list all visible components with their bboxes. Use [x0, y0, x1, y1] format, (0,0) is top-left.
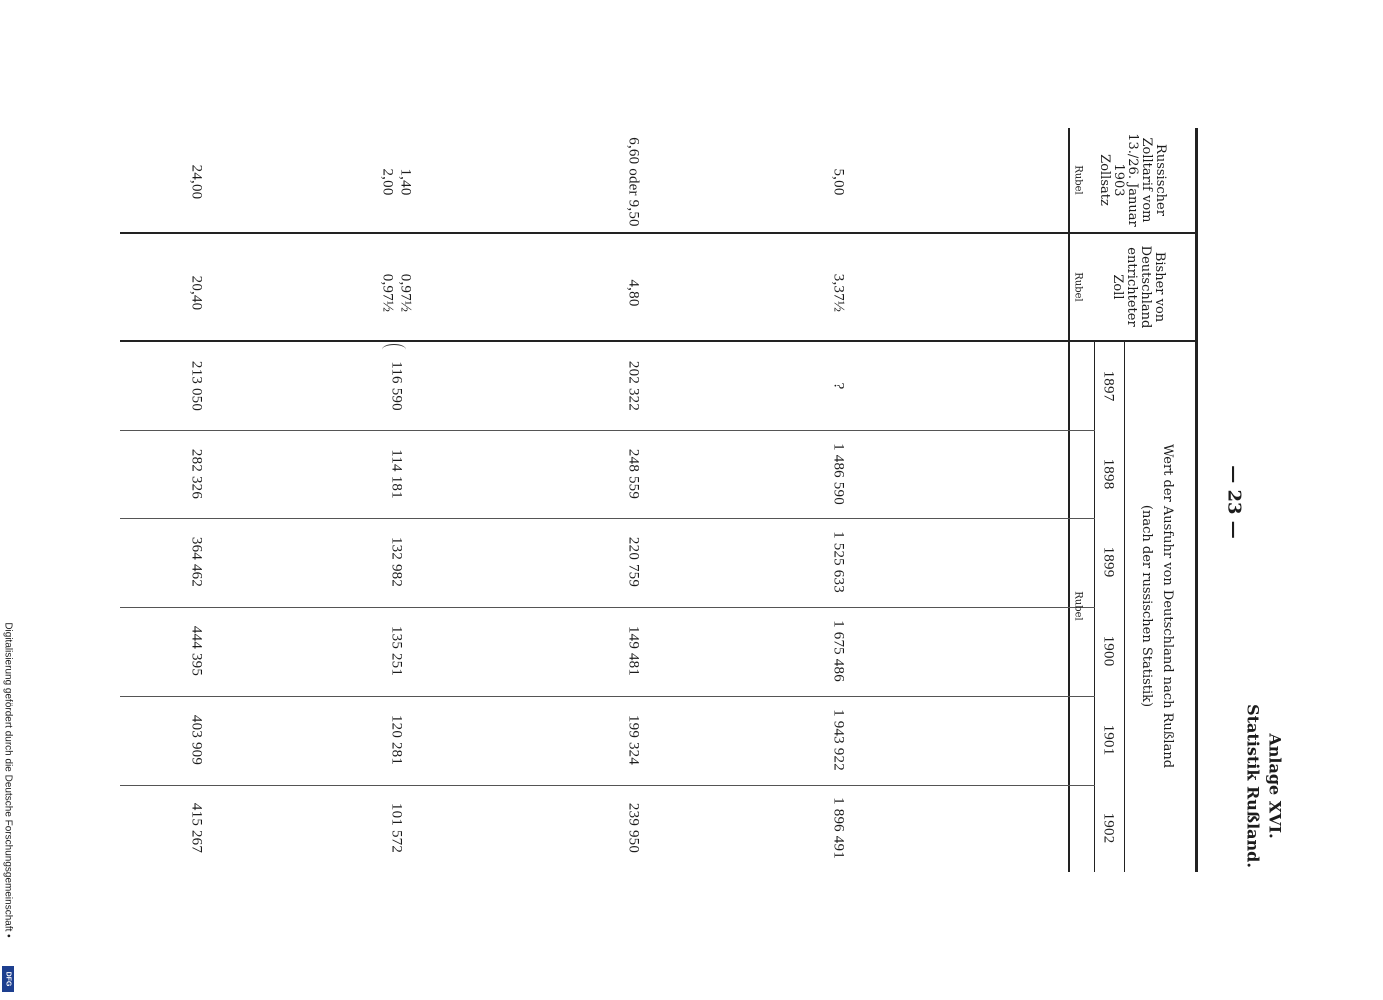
table-cell-1898: 1 486 590 — [830, 443, 847, 505]
header-value-subtitle: (nach der russischen Statistik) — [1139, 504, 1154, 708]
brace-glyph — [382, 344, 406, 355]
table-cell-1901: 120 281 — [388, 714, 405, 766]
header-tariff: Russischer Zolltarif vom 13./26. Januar 1903 Zollsatz — [1097, 133, 1168, 227]
table-cell-1900: 1 675 486 — [830, 620, 847, 682]
table-cell-1898: 114 181 — [388, 449, 405, 499]
table-cell-1898: 248 559 — [625, 448, 642, 500]
table-cell-1898: 282 326 — [188, 448, 205, 500]
table-cell-1902: 415 267 — [188, 802, 205, 854]
column-rule-tariff — [120, 232, 1196, 234]
year-header-1898: 1898 — [1100, 458, 1117, 490]
table-cell-tariff: 5,00 — [830, 168, 847, 196]
table-top-rule — [1195, 128, 1198, 872]
table-cell-previous-a: 0,97½ — [397, 273, 414, 313]
header-tariff-unit: Rubel — [1072, 165, 1084, 195]
table-cell-1901: 1 943 922 — [830, 709, 847, 771]
table-cell-1901: 403 909 — [188, 714, 205, 766]
table-cell-1897: ? — [830, 382, 847, 390]
table-cell-1900: 135 251 — [388, 625, 405, 677]
header-value-unit: Rubel — [1072, 591, 1084, 621]
digitization-notice: Digitalisierung gefördert durch die Deutsche Forschungsgemeinschaft • — [2, 622, 14, 938]
column-rule-1898 — [120, 430, 1095, 431]
annex-title: Anlage XVI. — [1265, 733, 1285, 839]
column-rule-1899 — [120, 518, 1095, 519]
table-cell-1902: 1 896 491 — [830, 797, 847, 859]
table-cell-tariff: 6,60 oder 9,50 — [625, 137, 642, 227]
year-header-1901: 1901 — [1100, 724, 1117, 756]
table-cell-1899: 1 525 633 — [830, 531, 847, 593]
table-cell-previous-b: 0,97½ — [379, 273, 396, 313]
column-rule-previous — [120, 340, 1196, 342]
header-value-title: Wert der Ausfuhr von Deutschland nach Rußland — [1160, 443, 1175, 769]
table-header-rule — [1068, 128, 1070, 872]
column-rule-1901 — [120, 696, 1095, 697]
column-rule-1902 — [120, 785, 1095, 786]
table-cell-1900: 444 395 — [188, 625, 205, 677]
table-cell-1899: 364 462 — [188, 536, 205, 588]
table-cell-previous: 4,80 — [625, 279, 642, 307]
year-header-1897: 1897 — [1100, 370, 1117, 402]
table-cell-1899: 220 759 — [625, 536, 642, 588]
table-cell-1902: 239 950 — [625, 802, 642, 854]
table-cell-tariff-a: 1,40 — [397, 168, 414, 196]
table-cell-tariff: 24,00 — [188, 164, 205, 200]
table-cell-1901: 199 324 — [625, 714, 642, 766]
table-cell-1900: 149 481 — [625, 625, 642, 677]
year-header-1900: 1900 — [1100, 635, 1117, 667]
table-cell-previous: 3,37½ — [830, 273, 847, 313]
column-rule-1900 — [120, 607, 1095, 608]
table-cell-1897: 202 322 — [625, 360, 642, 412]
dfg-logo: DFG — [2, 966, 14, 992]
table-cell-1897: 116 590 — [388, 361, 405, 411]
header-previous-unit: Rubel — [1072, 272, 1084, 302]
table-cell-tariff-b: 2,00 — [379, 168, 396, 196]
year-header-1899: 1899 — [1100, 546, 1117, 578]
table-cell-previous: 20,40 — [188, 275, 205, 311]
year-header-1902: 1902 — [1100, 812, 1117, 844]
annex-subtitle: Statistik Rußland. — [1243, 704, 1263, 868]
table-cell-1899: 132 982 — [388, 536, 405, 588]
value-title-rule — [1124, 342, 1125, 872]
table-cell-1897: 213 050 — [188, 360, 205, 412]
table-cell-1902: 101 572 — [388, 802, 405, 854]
page-number: — 23 — — [1223, 465, 1245, 539]
header-previous: Bisher von Deutschland entrichteter Zoll — [1110, 245, 1167, 329]
